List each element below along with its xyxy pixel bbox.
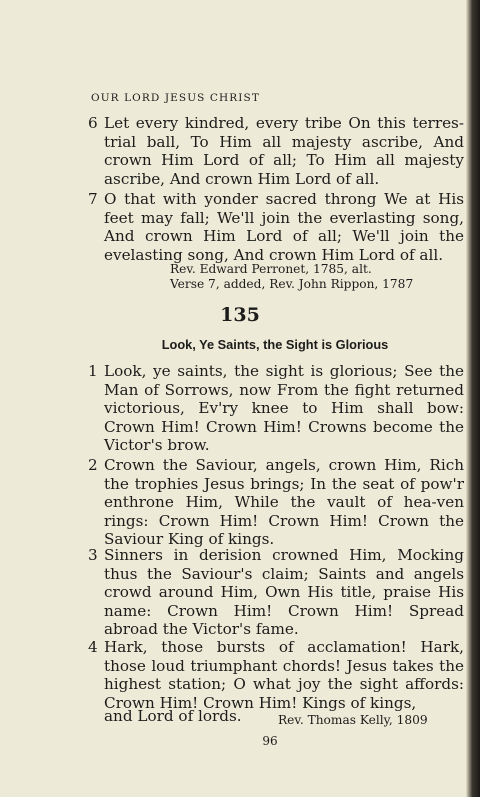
verse-text: Hark, those bursts of acclamation! Hark, those loud triumphant chords! Jesus takes the highest station; O what joy the sight affords: Crown Him! Crown Him! Kings of kings, xyxy=(104,638,464,712)
verse-number: 6 xyxy=(88,114,98,132)
verse-4-final-line: and Lord of lords. xyxy=(104,707,242,725)
hymn-verse-3 xyxy=(88,546,464,639)
hymn-title: Look, Ye Saints, the Sight is Glorious xyxy=(161,337,389,352)
attribution-addition: Verse 7, added, Rev. John Rippon, 1787 xyxy=(170,277,414,291)
verse-text: Look, ye saints, the sight is glorious; See the Man of Sorrows, now From the fight returned victorious, Ev'ry knee to Him shall bow: Crown Him! Crown Him! Crowns become the Victor's brow. xyxy=(104,362,464,454)
verse-number: 1 xyxy=(88,362,98,380)
running-head: OUR LORD JESUS CHRIST xyxy=(91,92,260,104)
verse-7 xyxy=(88,190,464,264)
verse-number: 3 xyxy=(88,546,98,564)
verse-6 xyxy=(88,114,464,188)
verse-text: O that with yonder sacred throng We at His feet may fall; We'll join the everlasting song, And crown Him Lord of all; We'll join the evelasting song, And crown Him Lord of all. xyxy=(104,190,464,264)
verse-number: 2 xyxy=(88,456,98,474)
hymn-verse-2 xyxy=(88,456,464,549)
verse-number: 4 xyxy=(88,638,98,656)
page-number: 96 xyxy=(262,734,278,748)
verse-text: Sinners in derision crowned Him, Mocking thus the Saviour's claim; Saints and angels crowd around Him, Own His title, praise His name: Crown Him! Crown Him! Spread abroad the Victor's fame. xyxy=(104,546,464,638)
verse-text: Let every kindred, every tribe On this terres-trial ball, To Him all majesty ascribe, And crown Him Lord of all; To Him all majesty ascribe, And crown Him Lord of all. xyxy=(104,114,464,188)
hymn-attribution: Rev. Thomas Kelly, 1809 xyxy=(278,713,428,727)
page-binding-edge xyxy=(466,0,480,797)
hymn-verse-1 xyxy=(88,362,464,455)
attribution-author: Rev. Edward Perronet, 1785, alt. xyxy=(170,262,372,276)
verse-number: 7 xyxy=(88,190,98,208)
verse-text: Crown the Saviour, angels, crown Him, Rich the trophies Jesus brings; In the seat of pow'r enthrone Him, While the vault of hea-ven rings: Crown Him! Crown Him! Crown the Saviour King of kings. xyxy=(104,456,464,548)
hymn-number: 135 xyxy=(220,304,260,326)
hymn-verse-4 xyxy=(88,638,464,712)
